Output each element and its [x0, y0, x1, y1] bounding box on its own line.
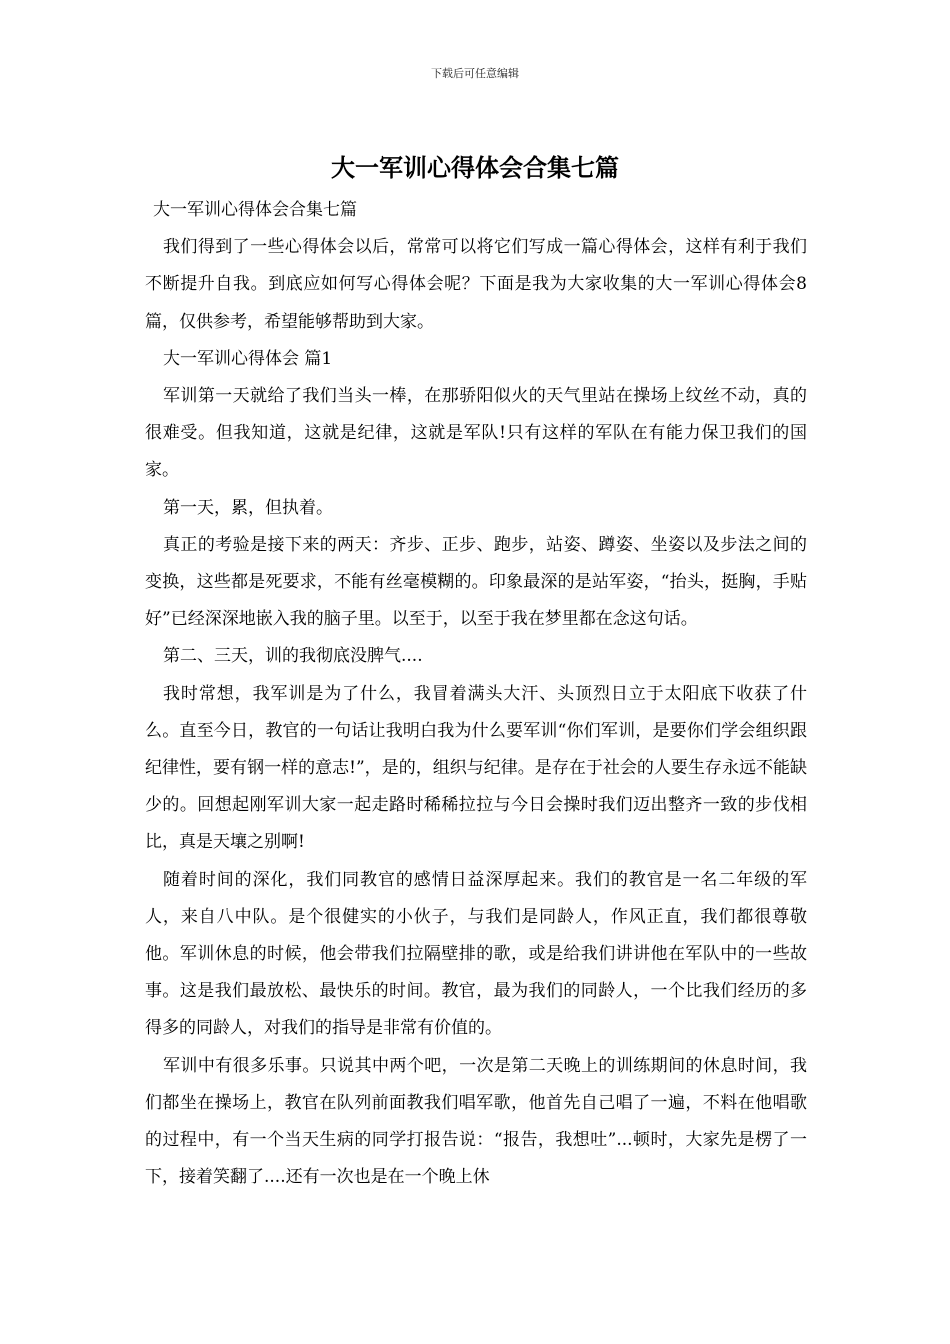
- paragraph: 真正的考验是接下来的两天：齐步、正步、跑步，站姿、蹲姿、坐姿以及步法之间的变换，这些都是死要求，不能有丝毫模糊的。印象最深的是站军姿，“抬头，挺胸，手贴好”已经深深地嵌入我的脑子里。以至于，以至于我在梦里都在念这句话。: [145, 534, 807, 630]
- subtitle-paragraph: 大一军训心得体会合集七篇: [153, 200, 357, 220]
- paragraph: 军训中有很多乐事。只说其中两个吧，一次是第二天晚上的训练期间的休息时间，我们都坐在操场上，教官在队列前面教我们唱军歌，他首先自己唱了一遍，不料在他唱歌的过程中，有一个当天生病的同学打报告说：“报告，我想吐”...顿时，大家先是楞了一下，接着笑翻了....还有一次也是在一个晚上休: [145, 1055, 807, 1188]
- paragraph: 第二、三天，训的我彻底没脾气....: [163, 646, 423, 667]
- paragraph: 军训第一天就给了我们当头一棒，在那骄阳似火的天气里站在操场上纹丝不动，真的很难受。但我知道，这就是纪律，这就是军队!只有这样的军队在有能力保卫我们的国家。: [145, 386, 807, 481]
- paragraph: 我时常想，我军训是为了什么，我冒着满头大汗、头顶烈日立于太阳底下收获了什么。直至今日，教官的一句话让我明白我为什么要军训“你们军训，是要你们学会组织跟纪律性，要有钢一样的意志!”，是的，组织与纪律。是存在于社会的人要生存永远不能缺少的。回想起刚军训大家一起走路时稀稀拉拉与今日会操时我们迈出整齐一致的步伐相比，真是天壤之别啊!: [145, 683, 807, 853]
- section-heading: 大一军训心得体会 篇1: [163, 348, 333, 369]
- header-note: 下载后可任意编辑: [431, 67, 519, 80]
- document-body: [145, 192, 807, 1196]
- paragraph: 第一天，累，但执着。: [163, 497, 333, 518]
- paragraph: 我们得到了一些心得体会以后，常常可以将它们写成一篇心得体会，这样有利于我们不断提升自我。到底应如何写心得体会呢？下面是我为大家收集的大一军训心得体会8篇，仅供参考，希望能够帮助到大家。: [145, 237, 807, 332]
- document-title: 大一军训心得体会合集七篇: [331, 153, 619, 182]
- paragraph: 随着时间的深化，我们同教官的感情日益深厚起来。我们的教官是一名二年级的军人，来自八中队。是个很健实的小伙子，与我们是同龄人，作风正直，我们都很尊敬他。军训休息的时候，他会带我们拉隔壁排的歌，或是给我们讲讲他在军队中的一些故事。这是我们最放松、最快乐的时间。教官，最为我们的同龄人，一个比我们经历的多得多的同龄人，对我们的指导是非常有价值的。: [145, 869, 807, 1039]
